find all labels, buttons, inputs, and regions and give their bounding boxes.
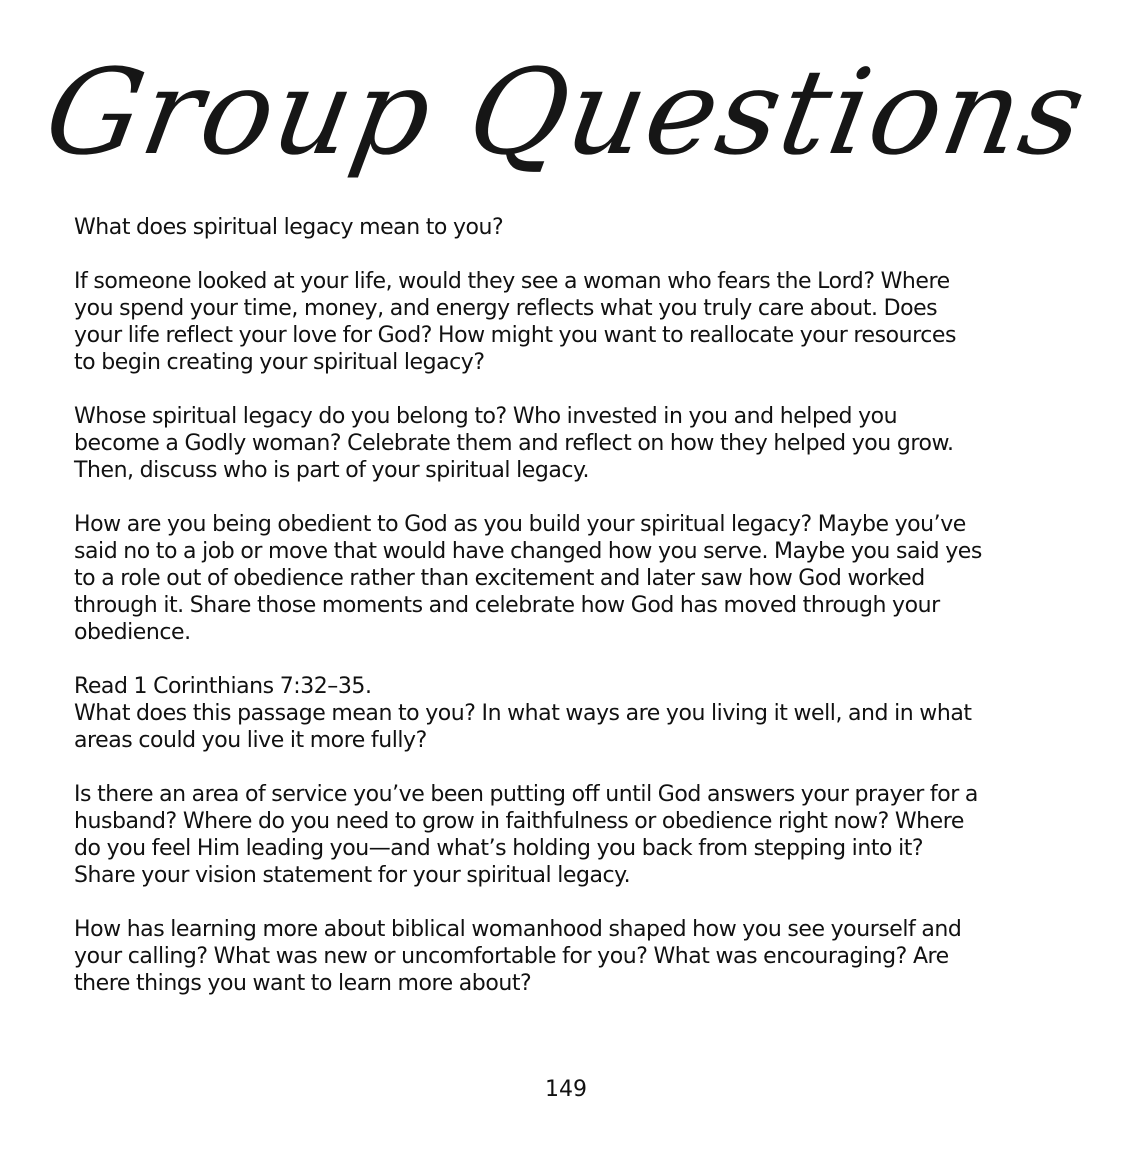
text-line: If someone looked at your life, would they see a woman who fears the Lord? Where — [74, 269, 950, 294]
text-line: through it. Share those moments and celebrate how God has moved through your — [74, 593, 940, 618]
page-title: Group Questions — [35, 43, 1097, 181]
question-paragraph-5 — [74, 673, 1064, 754]
text-line: obedience. — [74, 620, 191, 645]
text-line: Then, discuss who is part of your spiritual legacy. — [74, 458, 590, 483]
text-line: do you feel Him leading you—and what’s holding you back from stepping into it? — [74, 836, 924, 861]
text-line: said no to a job or move that would have changed how you serve. Maybe you said yes — [74, 539, 982, 564]
page-number: 149 — [545, 1077, 587, 1102]
text-line: areas could you live it more fully? — [74, 728, 427, 753]
question-paragraph-1 — [74, 214, 1064, 241]
text-line: Share your vision statement for your spiritual legacy. — [74, 863, 631, 888]
text-line: How has learning more about biblical womanhood shaped how you see yourself and — [74, 917, 962, 942]
question-paragraph-7 — [74, 916, 1064, 997]
text-line: you spend your time, money, and energy reflects what you truly care about. Does — [74, 296, 938, 321]
page-title-area — [0, 30, 1132, 210]
text-line: your life reflect your love for God? How might you want to reallocate your resources — [74, 323, 956, 348]
text-line: become a Godly woman? Celebrate them and reflect on how they helped you grow. — [74, 431, 954, 456]
text-line: How are you being obedient to God as you build your spiritual legacy? Maybe you’ve — [74, 512, 966, 537]
text-line: What does this passage mean to you? In what ways are you living it well, and in what — [74, 701, 972, 726]
text-line: Whose spiritual legacy do you belong to? Who invested in you and helped you — [74, 404, 898, 429]
text-line: there things you want to learn more about? — [74, 971, 532, 996]
text-line: What does spiritual legacy mean to you? — [74, 215, 504, 240]
text-line: to a role out of obedience rather than excitement and later saw how God worked — [74, 566, 925, 591]
question-paragraph-2 — [74, 268, 1064, 376]
text-line: to begin creating your spiritual legacy? — [74, 350, 485, 375]
question-paragraph-4 — [74, 511, 1064, 646]
text-line: Is there an area of service you’ve been putting off until God answers your prayer for a — [74, 782, 978, 807]
question-paragraph-6 — [74, 781, 1064, 889]
text-line: husband? Where do you need to grow in faithfulness or obedience right now? Where — [74, 809, 964, 834]
scripture-reference: Read 1 Corinthians 7:32–35. — [74, 674, 372, 699]
question-list — [74, 214, 1064, 1024]
question-paragraph-3 — [74, 403, 1064, 484]
text-line: your calling? What was new or uncomfortable for you? What was encouraging? Are — [74, 944, 949, 969]
